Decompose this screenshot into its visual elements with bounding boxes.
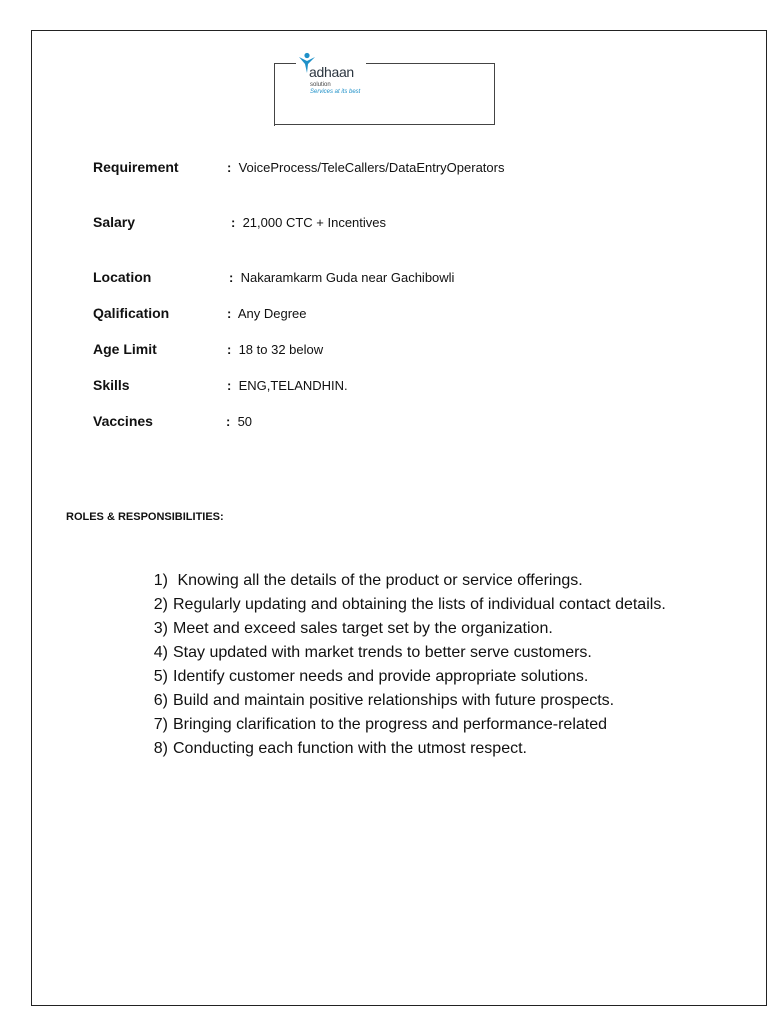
field-value-requirement: : VoiceProcess/TeleCallers/DataEntryOperators (227, 160, 505, 175)
field-value-age-limit: : 18 to 32 below (227, 342, 324, 357)
list-item: 5) Identify customer needs and provide appropriate solutions. (153, 668, 589, 685)
field-label-vaccines: Vaccines (93, 413, 153, 429)
field-value-qualification: : Any Degree (227, 306, 307, 321)
field-value-salary: : 21,000 CTC + Incentives (231, 215, 387, 230)
field-value-vaccines: : 50 (226, 414, 253, 429)
field-label-location: Location (93, 269, 152, 285)
list-item: 4) Stay updated with market trends to better serve customers. (153, 644, 592, 661)
field-value-location: : Nakaramkarm Guda near Gachibowli (229, 270, 455, 285)
field-label-requirement: Requirement (93, 159, 179, 175)
list-item: 7) Bringing clarification to the progress and performance-related (153, 716, 608, 733)
responsibilities-list (145, 570, 666, 762)
field-label-skills: Skills (93, 377, 130, 393)
list-item: 2) Regularly updating and obtaining the lists of individual contact details. (153, 596, 666, 613)
field-label-salary: Salary (93, 214, 136, 230)
field-label-age-limit: Age Limit (93, 341, 157, 357)
field-label-qualification: Qalification (93, 305, 170, 321)
list-item: 3) Meet and exceed sales target set by the organization. (153, 620, 553, 637)
list-item: 8) Conducting each function with the utmost respect. (153, 740, 527, 757)
logo-subtitle: solution (310, 82, 331, 88)
list-item: 6) Build and maintain positive relationships with future prospects. (153, 692, 615, 709)
logo-tagline: Services at its best (310, 89, 361, 95)
roles-heading: ROLES & RESPONSIBILITIES: (66, 511, 224, 523)
list-item: 1) Knowing all the details of the product or service offerings. (153, 572, 583, 589)
logo-wordmark: adhaan (309, 64, 354, 80)
field-value-skills: : ENG,TELANDHIN. (227, 378, 348, 393)
